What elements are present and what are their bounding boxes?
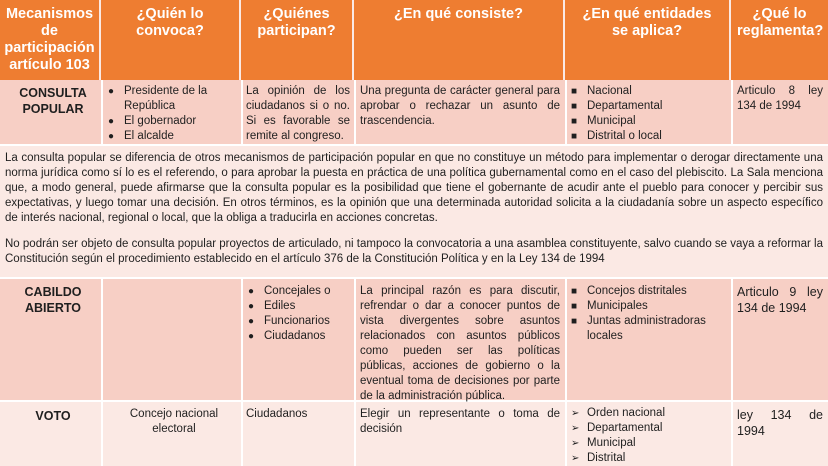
consiste-text: La principal razón es para discutir, refrendar o dar a conocer puntos de vista divergentes sobre asuntos relacionados con asuntos públicos como pueden ser las políticas públicas, acciones de gobierno o la eventual toma de decisiones por parte de la administración pública. [360,285,560,402]
list-item: ■ Departamental [571,100,663,112]
list-item: ➢ Departamental [571,422,663,434]
consiste-text: Una pregunta de carácter general para aprobar o rechazar un asunto de trascendencia. [360,85,560,127]
header-entidades: ¿En qué entidades se aplica? [565,0,731,80]
list-item: ■ Distrital o local [571,130,662,142]
row-voto [0,402,828,466]
note-paragraph-1: La consulta popular se diferencia de otros mecanismos de participación popular en que no constituye un método para implementar o derogar directamente una norma jurídica como sí lo es el referendo, o para aprobar la puesta en práctica de una política gubernamental como en el caso del plebiscito. La Sala menciona que, a modo general, puede afirmarse que la consulta popular es la posibilidad que tiene el gobernante de acudir ante el pueblo para conocer y percibir sus expectativas, y luego tomar una decisión. En otros términos, es la opinión que una determinada autoridad solicita a la ciudadanía sobre un aspecto específico de interés nacional, regional o local, que la obliga a traducirla en acciones concretas. [5,152,823,224]
header-quien-convoca: ¿Quién lo convoca? [101,0,241,80]
reglamenta-text: Articulo 9 ley 134 de 1994 [737,285,823,315]
participan-text: Ciudadanos [246,408,308,420]
reglamenta-text: Articulo 8 ley 134 de 1994 [737,85,823,112]
entidades-list [571,284,727,344]
list-item: ● Ciudadanos [248,330,326,342]
list-item: ■ Juntas administradoras locales [571,315,706,342]
list-item: ➢ Distrital [571,452,626,464]
header-en-que-consiste: ¿En qué consiste? [354,0,565,80]
header-mecanismos: Mecanismos de participación artículo 103 [0,0,101,80]
list-item: ➢ Orden nacional [571,407,665,419]
list-item: ● Funcionarios [248,315,330,327]
list-item: ● Presidente de la República [108,85,208,112]
list-item: ● El gobernador [108,115,197,127]
list-item: ● El alcalde [108,130,174,142]
list-item: ➢ Municipal [571,437,636,449]
table-header [0,0,828,80]
entidades-list [571,84,727,144]
convoca-text: Concejo nacional electoral [129,408,219,435]
list-item: ■ Nacional [571,85,632,97]
mechanism-name: CONSULTA POPULAR [19,86,87,116]
entidades-list [571,406,727,466]
consiste-text: Elegir un representante o toma de decisión [360,408,560,435]
reglamenta-text: ley 134 de 1994 [737,408,823,438]
participan-list [248,284,352,344]
consulta-notes [0,146,828,277]
row-consulta-popular [0,80,828,146]
list-item: ● Ediles [248,300,296,312]
list-item: ■ Concejos distritales [571,285,687,297]
header-quienes-participan: ¿Quiénes participan? [241,0,354,80]
list-item: ■ Municipal [571,115,636,127]
row-cabildo-abierto [0,277,828,402]
mechanism-name: VOTO [35,409,71,423]
list-item: ● Concejales o [248,285,331,297]
participan-text: La opinión de los ciudadanos si o no. Si es favorable se remite al congreso. [246,85,350,142]
note-paragraph-2: No podrán ser objeto de consulta popular proyectos de articulado, ni tampoco la convocatoria a una asamblea constituyente, salvo cuando se vaya a reformar la Constitución según el procedimiento establecido en el artículo 376 de la Constitución Política y en la Ley 134 de 1994 [5,238,823,265]
header-reglamenta: ¿Qué lo reglamenta? [737,6,824,39]
convoca-list [108,84,236,144]
mechanism-name: CABILDO ABIERTO [24,285,82,315]
list-item: ■ Municipales [571,300,648,312]
